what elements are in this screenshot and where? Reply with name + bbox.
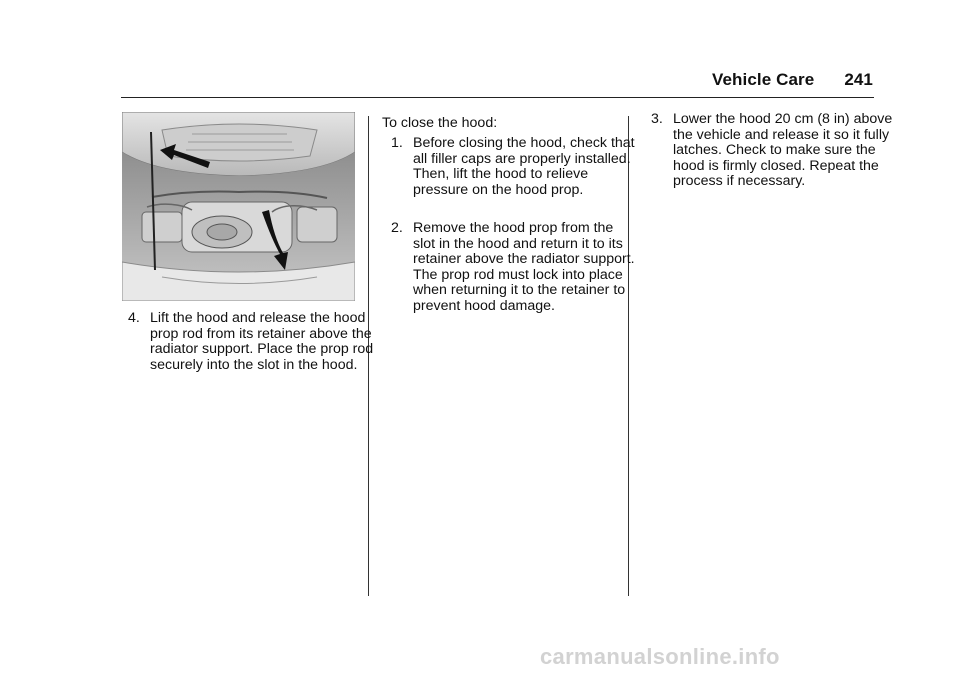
step-text: Remove the hood prop from the slot in the hood and return it to its retainer above the radiator support. The prop rod must lock into place when returning it to the retainer to prevent hood damage. [413, 220, 635, 314]
watermark: carmanualsonline.info [540, 644, 780, 669]
step-number: 3. [651, 111, 663, 127]
step-text: Lift the hood and release the hood prop rod from its retainer above the radiator support. Place the prop rod securely into the slot in the hood. [150, 310, 374, 373]
step-number: 1. [391, 135, 403, 151]
step-text: Lower the hood 20 cm (8 in) above the vehicle and release it so it fully latches. Check to make sure the hood is firmly closed. Repeat the process if necessary. [673, 111, 893, 190]
page-number: 241 [844, 70, 873, 89]
list-item [651, 112, 895, 190]
step-number: 2. [391, 220, 403, 236]
section-title: Vehicle Care [712, 70, 815, 89]
step-text: Before closing the hood, check that all filler caps are properly installed. Then, lift the hood to relieve pressure on the hood prop. [413, 135, 635, 198]
list-item [391, 221, 637, 315]
list-item [391, 136, 637, 198]
list-item [128, 311, 376, 373]
header-rule [121, 97, 874, 98]
header-title [712, 70, 873, 90]
section-intro: To close the hood: [382, 115, 498, 131]
engine-compartment-illustration [122, 112, 355, 301]
step-number: 4. [128, 310, 140, 326]
